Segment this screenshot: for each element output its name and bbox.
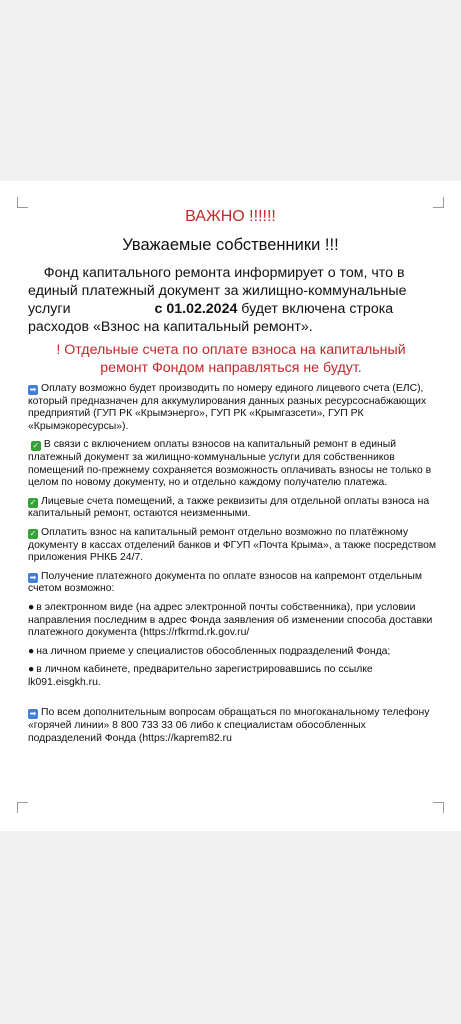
notice-red: ! Отдельные счета по оплате взноса на капитальный ремонт Фондом направляться не будут. [56, 342, 406, 376]
right-arrow-icon: ➡ [29, 709, 37, 719]
list-item-text: в личном кабинете, предварительно зарегистрировавшись по ссылке lk091.eisgkh.ru. [28, 664, 373, 688]
bullet-icon: ● [28, 601, 35, 613]
list-item [28, 646, 436, 659]
intro-paragraph [28, 264, 438, 336]
paragraph [28, 439, 436, 489]
paragraph [28, 496, 436, 521]
paragraph [28, 571, 436, 596]
document-page [0, 181, 461, 831]
paragraph-text: Оплатить взнос на капитальный ремонт отдельно возможно по платёжному документу в кассах отделений банков и ФГУП «Почта Крыма», а также посредством приложения РНКБ 24/7. [28, 526, 437, 564]
bullet-icon: ● [28, 664, 35, 676]
intro-text-continued: будет включена строка расходов «Взнос на капитальный ремонт». [28, 301, 394, 335]
intro-text: Фонд капитального ремонта информирует о том, что в единый платежный документ за жилищно-коммунальные услуги [28, 265, 407, 317]
paragraph-text: По всем дополнительным вопросам обращаться по многоканальному телефону «горячей линии» 8 800 733 33 06 либо к специалистам обособленных подразделений Фонда (https://kaprem82.ru [28, 707, 430, 744]
list-item [28, 664, 436, 689]
document-body [28, 383, 436, 751]
paragraph-text: Получение платежного документа по оплате взносов на капремонт отдельным счетом возможно: [28, 570, 423, 595]
right-arrow-icon: ➡ [29, 385, 37, 394]
crop-mark-bottom-right [433, 802, 444, 813]
page-title: Уважаемые собственники !!! [122, 236, 339, 254]
paragraph-text: В связи с включением оплаты взносов на капитальный ремонт в единый платежный документ за жилищно-коммунальные услуги для собственников помещений по-прежнему сохраняется возможность оплачивать взносы не только в целом по новому документу, но и отдельно каждому получателю платежа. [28, 439, 432, 489]
check-mark-icon: ✓ [32, 441, 40, 451]
check-mark-icon: ✓ [29, 497, 37, 507]
crop-mark-bottom-left [17, 802, 28, 813]
paragraph [28, 383, 436, 433]
paragraph [28, 527, 436, 565]
intro-date: с 01.02.2024 [154, 301, 238, 317]
paragraph-text: Лицевые счета помещений, а также реквизиты для отдельной оплаты взноса на капитальный ремонт, остаются неизменными. [28, 495, 430, 520]
list-item-text: в электронном виде (на адрес электронной почты собственника), при условии направления последним в адрес Фонда заявления об изменении способа доставки платежного документа (https://rfkrmd.rk.gov.ru/ [28, 601, 433, 639]
bullet-icon: ● [28, 645, 35, 657]
paragraph-text: Оплату возможно будет производить по номеру единого лицевого счета (ЕЛС), который предназначен для аккумулирования данных разных ресурсоснабжающих предприятий (ГУП РК «Крымэнерго», ГУП РК «Крымгазсети», ГУП РК «Крымэкоресурсы»). [28, 383, 427, 432]
list-item-text: на личном приеме у специалистов обособленных подразделений Фонда; [36, 645, 391, 657]
crop-mark-top-left [17, 197, 28, 208]
check-mark-icon: ✓ [29, 528, 37, 538]
list-item [28, 602, 436, 640]
paragraph [28, 707, 436, 745]
warning-heading: ВАЖНО !!!!!! [185, 208, 276, 225]
right-arrow-icon: ➡ [29, 572, 37, 582]
crop-mark-top-right [433, 197, 444, 208]
